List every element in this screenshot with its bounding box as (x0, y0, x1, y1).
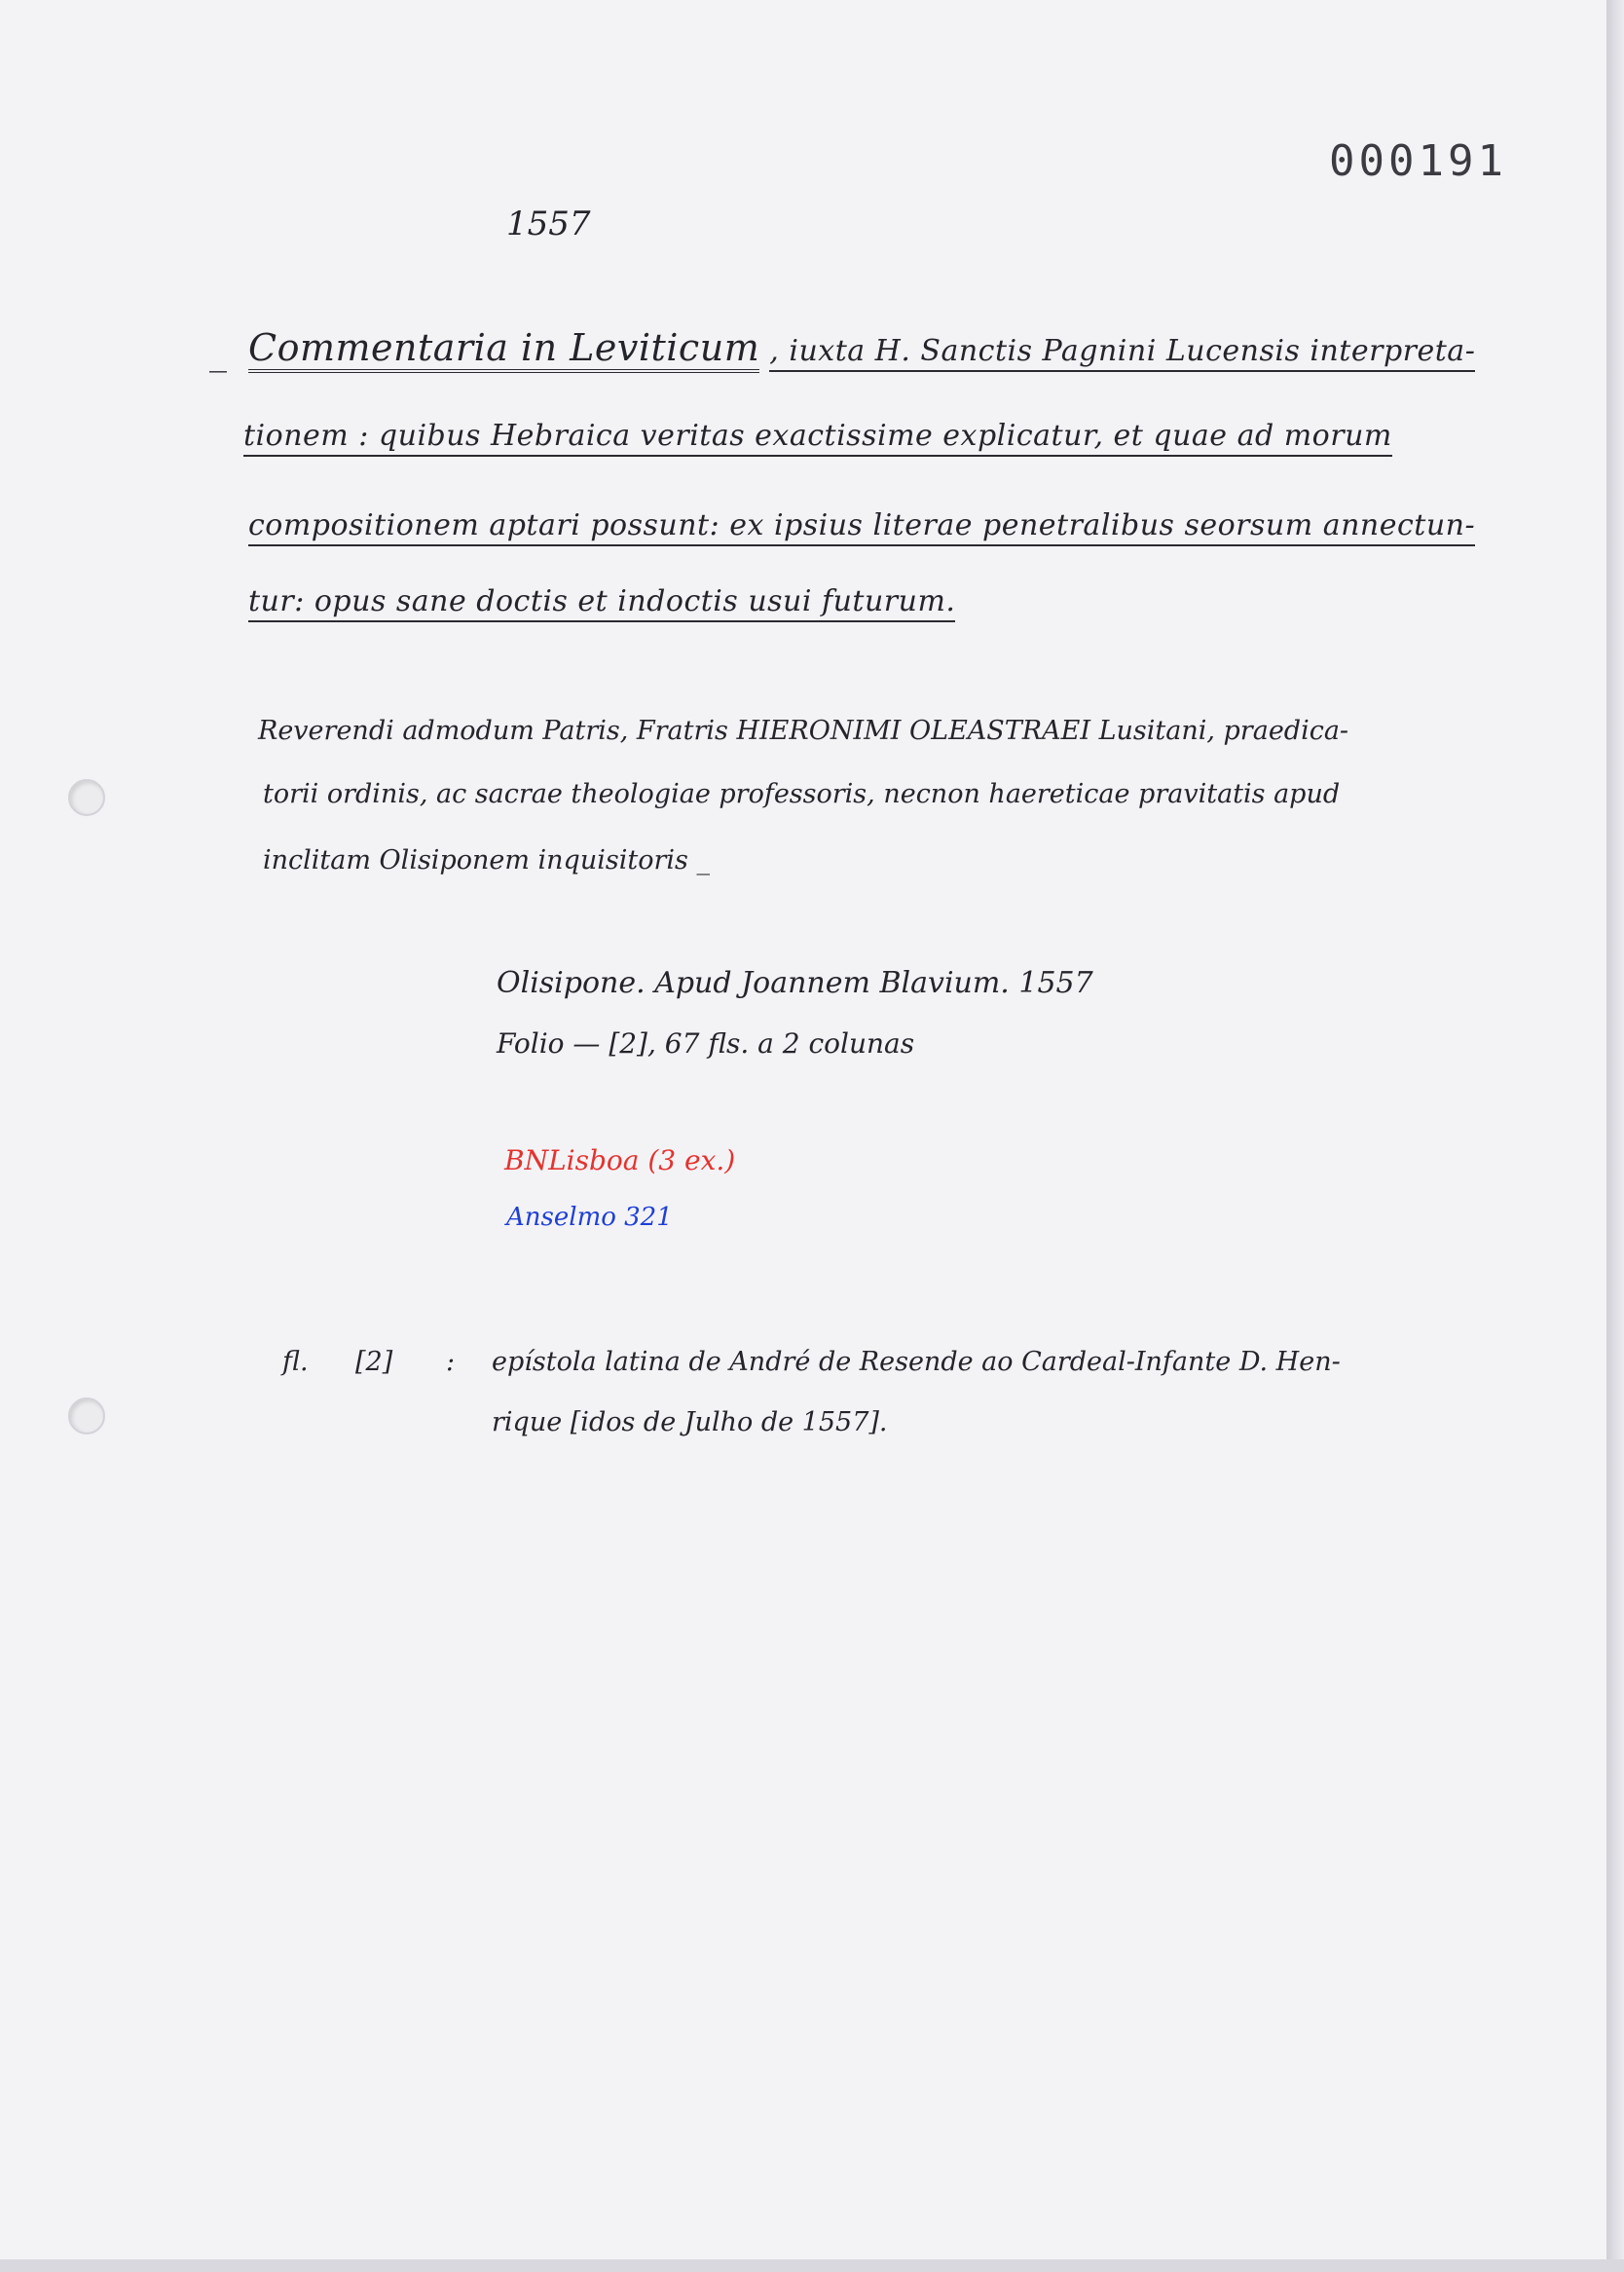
note-line-2: rique [idos de Julho de 1557]. (492, 1407, 888, 1437)
note-folio-ref: [2] (355, 1347, 393, 1377)
title-line-1 (248, 326, 1475, 369)
author-line-1: Reverendi admodum Patris, Fratris HIERONIMI OLEASTRAEI Lusitani, praedica- (258, 716, 1349, 746)
title-line-4-text: tur: opus sane doctis et indoctis usui futurum. (248, 584, 955, 622)
author-line-2: torii ordinis, ac sacrae theologiae professoris, necnon haereticae pravitatis apud (263, 779, 1341, 809)
library-holdings: BNLisboa (3 ex.) (504, 1144, 736, 1176)
sheet-bottom-edge (0, 2259, 1624, 2272)
title-line-3-text: compositionem aptari possunt: ex ipsius literae penetralibus seorsum annectun- (248, 508, 1475, 546)
catalog-number-stamp: 000191 (1329, 136, 1507, 186)
title-dash: _ (209, 333, 227, 373)
main-title: Commentaria in Leviticum (248, 326, 759, 373)
note-line-1: epístola latina de André de Resende ao Cardeal-Infante D. Hen- (492, 1347, 1341, 1377)
title-line-1-rest: , iuxta H. Sanctis Pagnini Lucensis interpreta- (769, 334, 1475, 372)
punch-hole-top (68, 779, 105, 816)
note-label: fl. (282, 1347, 309, 1377)
sheet-right-edge (1606, 0, 1624, 2272)
title-line-2-text: tionem : quibus Hebraica veritas exactissime explicatur, et quae ad morum (243, 419, 1392, 457)
note-colon: : (446, 1347, 456, 1377)
year-heading: 1557 (506, 205, 591, 243)
title-line-2 (243, 419, 1392, 453)
author-line-3: inclitam Olisiponem inquisitoris _ (263, 845, 710, 875)
title-line-4 (248, 584, 955, 618)
punch-hole-bottom (68, 1397, 105, 1434)
title-line-3 (248, 508, 1475, 542)
imprint-line: Olisipone. Apud Joannem Blavium. 1557 (497, 966, 1093, 1000)
bibliographic-reference: Anselmo 321 (506, 1203, 673, 1232)
collation-line: Folio — [2], 67 fls. a 2 colunas (497, 1027, 915, 1060)
